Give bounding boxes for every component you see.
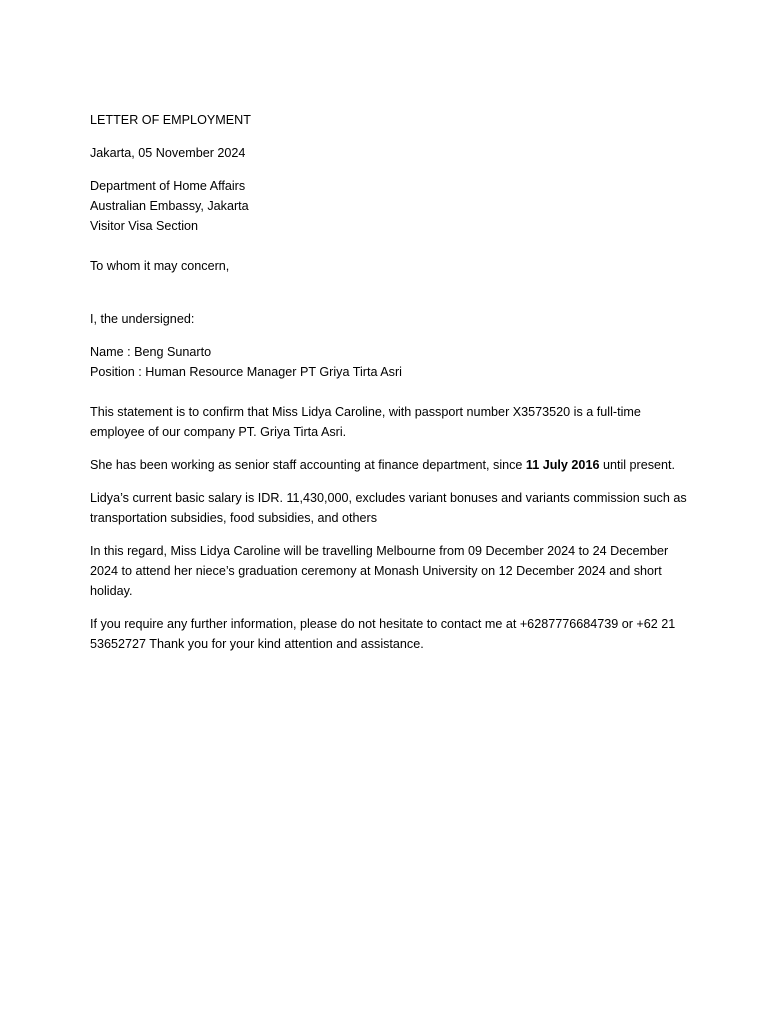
recipient-line: Visitor Visa Section bbox=[90, 219, 199, 233]
intro-line: I, the undersigned: bbox=[90, 312, 195, 326]
salary-paragraph: Lidya’s current basic salary is IDR. 11,430,000, excludes variant bonuses and variants commission such as transportation subsidies, food subsidies, and others bbox=[90, 491, 687, 525]
employment-period-paragraph bbox=[90, 455, 688, 475]
salutation: To whom it may concern, bbox=[90, 259, 230, 273]
signatory-details bbox=[90, 342, 688, 382]
contact-paragraph: If you require any further information, please do not hesitate to contact me at +6287776684739 or +62 21 53652727 Thank you for your kind attention and assistance. bbox=[90, 617, 676, 651]
letter-title: LETTER OF EMPLOYMENT bbox=[90, 113, 251, 127]
letter-date: Jakarta, 05 November 2024 bbox=[90, 146, 246, 160]
signatory-name: Name : Beng Sunarto bbox=[90, 345, 212, 359]
employment-text-after: until present. bbox=[599, 458, 676, 472]
employment-start-date: 11 July 2016 bbox=[525, 458, 600, 472]
recipient-address bbox=[90, 176, 688, 236]
travel-paragraph: In this regard, Miss Lidya Caroline will be travelling Melbourne from 09 December 2024 to 24 December 2024 to attend her niece’s graduation ceremony at Monash University on 12 December 2024 and short holiday. bbox=[90, 544, 669, 598]
recipient-line: Department of Home Affairs bbox=[90, 179, 246, 193]
recipient-line: Australian Embassy, Jakarta bbox=[90, 199, 249, 213]
confirmation-paragraph: This statement is to confirm that Miss Lidya Caroline, with passport number X3573520 is a full-time employee of our company PT. Griya Tirta Asri. bbox=[90, 405, 641, 439]
signatory-position: Position : Human Resource Manager PT Griya Tirta Asri bbox=[90, 365, 402, 379]
employment-text-before: She has been working as senior staff accounting at finance department, since bbox=[90, 458, 526, 472]
